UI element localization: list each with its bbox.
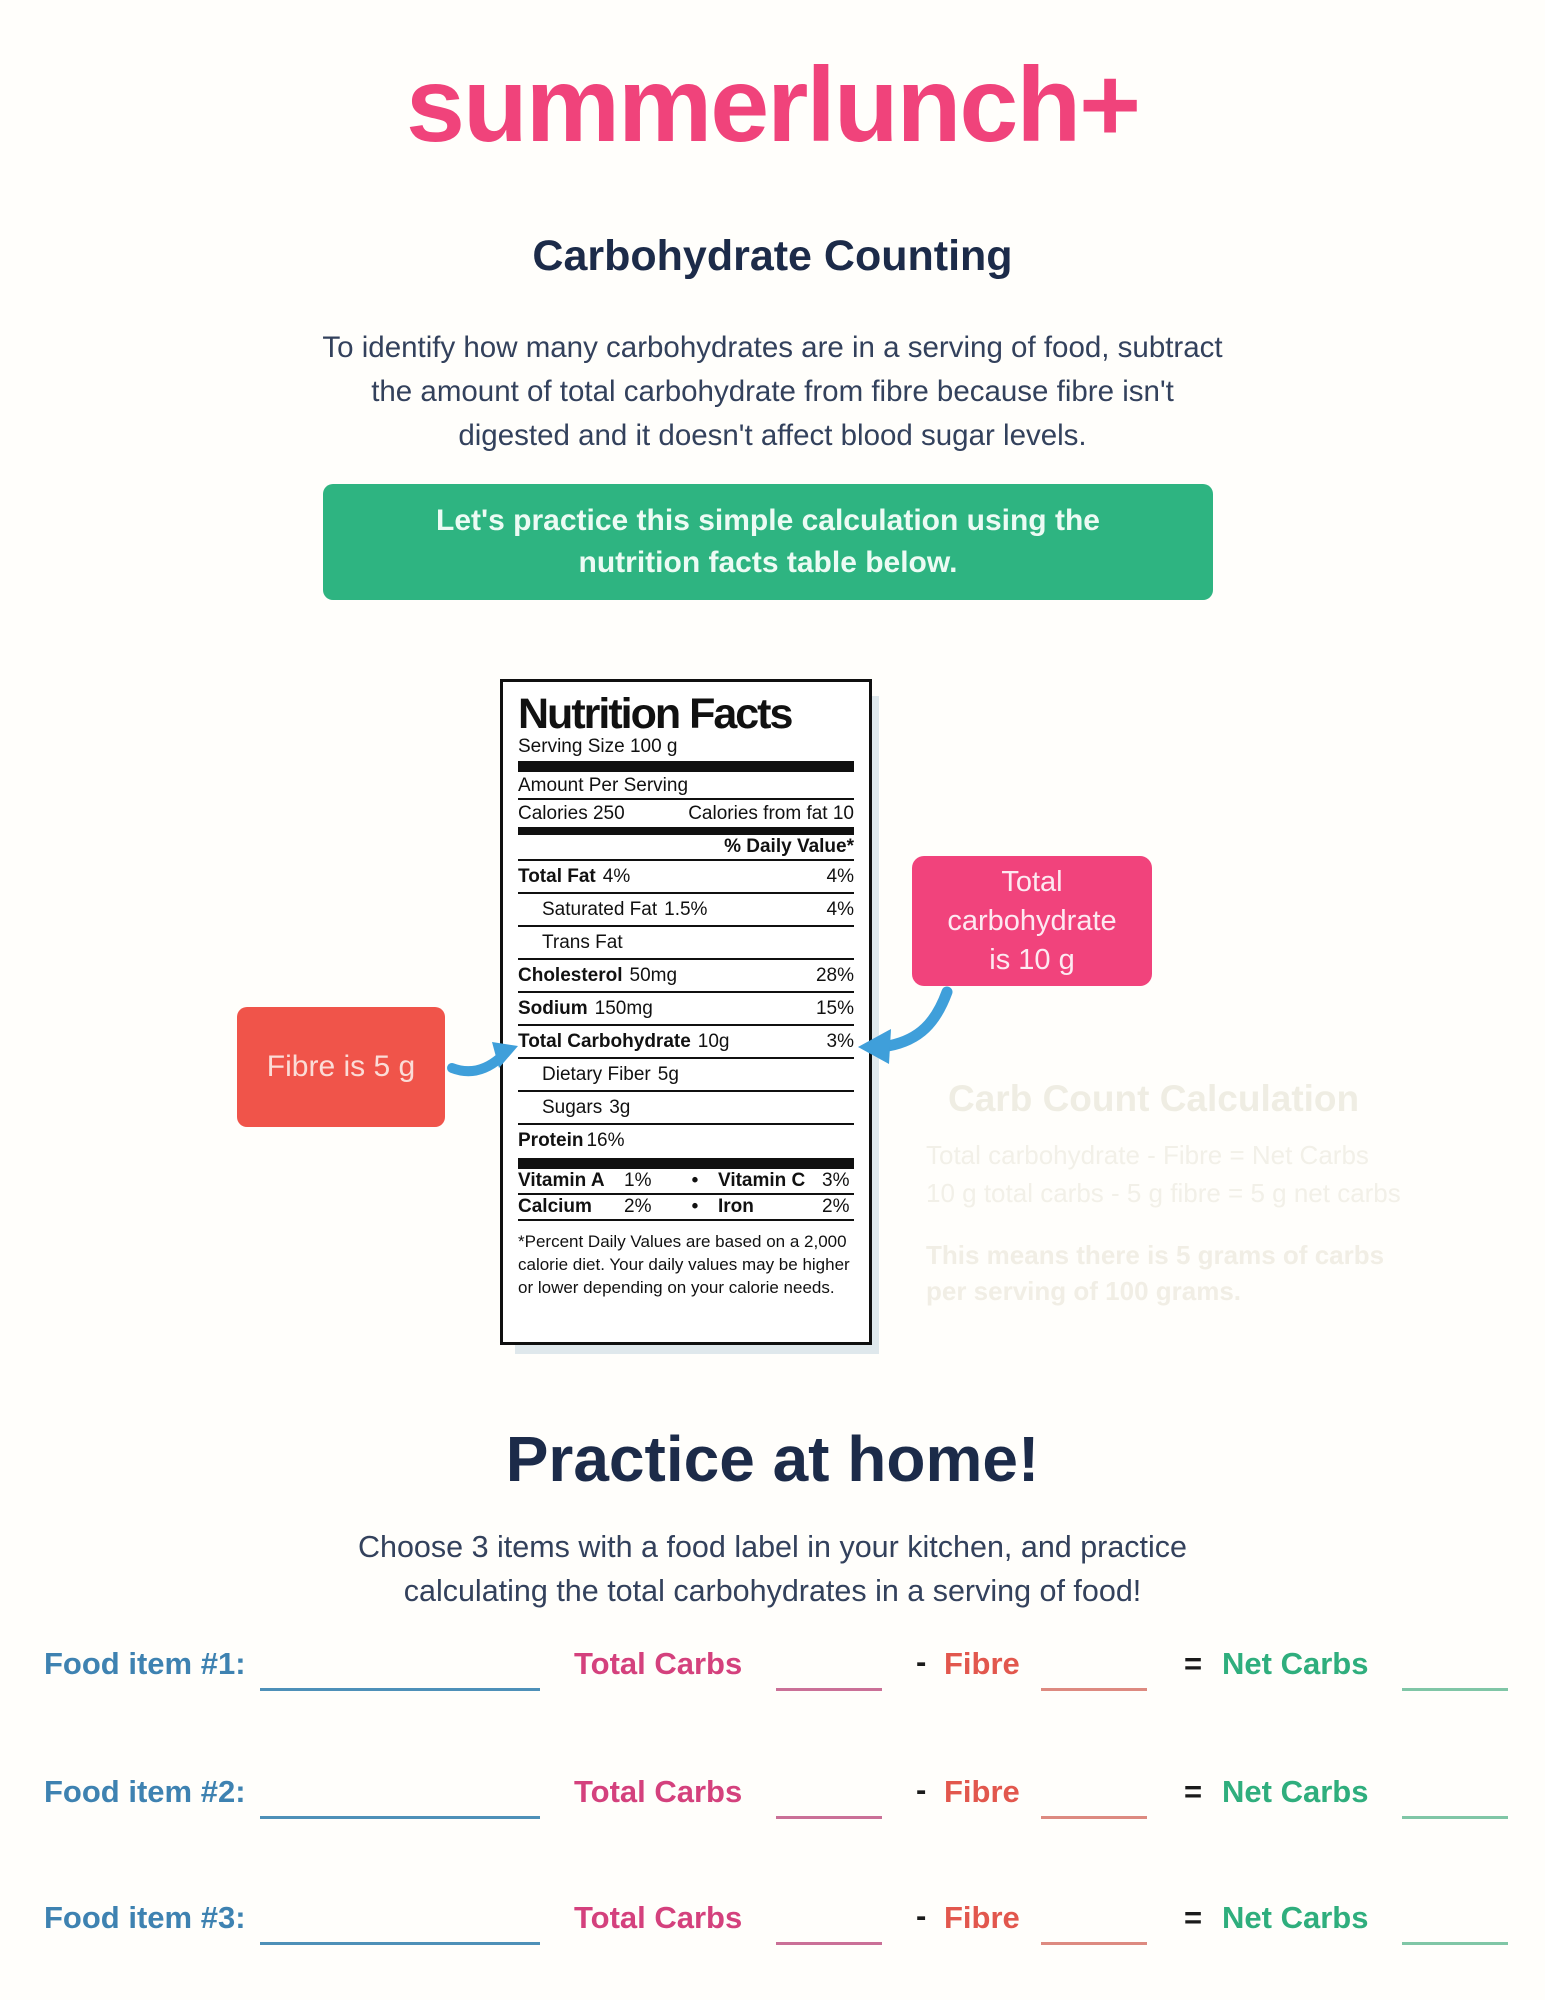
net-carbs-label: Net Carbs bbox=[1222, 1774, 1369, 1809]
page-title: Carbohydrate Counting bbox=[532, 232, 1013, 280]
nutrition-facts-label bbox=[500, 679, 872, 1345]
fibre-label: Fibre bbox=[944, 1774, 1020, 1809]
intro-line-3: digested and it doesn't affect blood sugar levels. bbox=[458, 419, 1087, 452]
net-carbs-write-line[interactable] bbox=[1402, 1688, 1508, 1691]
food-item-label: Food item #3: bbox=[44, 1900, 246, 1935]
nutrient-name: Protein bbox=[518, 1130, 584, 1151]
practice-callout-banner bbox=[323, 484, 1213, 600]
vitamin-value: 3% bbox=[822, 1170, 850, 1191]
arrow-to-total-carbohydrate-icon bbox=[888, 992, 947, 1046]
food-item-write-line[interactable] bbox=[260, 1942, 540, 1945]
banner-line-1: Let's practice this simple calculation using the bbox=[436, 504, 1100, 537]
nutrient-amount: 150mg bbox=[594, 998, 653, 1019]
fibre-callout bbox=[237, 1007, 445, 1127]
vitamin-value: 2% bbox=[822, 1196, 850, 1217]
nutrient-amount: 50mg bbox=[629, 965, 678, 986]
minus-sign: - bbox=[916, 1772, 927, 1807]
nutrient-row-total-carbohydrate bbox=[518, 1026, 854, 1059]
divider-thick bbox=[518, 827, 854, 835]
total-carbs-write-line[interactable] bbox=[776, 1688, 882, 1691]
divider-thick bbox=[518, 1158, 854, 1169]
practice-intro-line-2: calculating the total carbohydrates in a serving of food! bbox=[403, 1574, 1142, 1608]
nutrient-name: Cholesterol bbox=[518, 965, 623, 986]
ghost-carb-count-title: Carb Count Calculation bbox=[948, 1078, 1360, 1119]
practice-intro bbox=[0, 1525, 1545, 1613]
nutrient-name: Dietary Fiber bbox=[542, 1064, 651, 1085]
label-title: Nutrition Facts bbox=[518, 690, 792, 738]
equals-sign: = bbox=[1184, 1900, 1203, 1935]
banner-line-2: nutrition facts table below. bbox=[578, 546, 958, 579]
calories-value: Calories 250 bbox=[518, 803, 625, 824]
fibre-label: Fibre bbox=[944, 1900, 1020, 1935]
nutrient-dv: 15% bbox=[815, 998, 854, 1019]
food-item-label: Food item #2: bbox=[44, 1774, 246, 1809]
intro-paragraph bbox=[0, 326, 1545, 458]
food-item-write-line[interactable] bbox=[260, 1816, 540, 1819]
nutrient-amount: 10g bbox=[697, 1031, 730, 1052]
fibre-callout-text: Fibre is 5 g bbox=[266, 1050, 416, 1083]
nutrient-amount: 5g bbox=[657, 1064, 679, 1085]
food-item-row-3 bbox=[0, 1900, 1545, 1980]
daily-value-header: % Daily Value* bbox=[518, 835, 854, 861]
practice-intro-line-1: Choose 3 items with a food label in your kitchen, and practice bbox=[357, 1530, 1188, 1564]
nutrient-row-sodium bbox=[518, 993, 854, 1026]
ghost-calculation-line: 10 g total carbs - 5 g fibre = 5 g net carbs bbox=[926, 1178, 1401, 1208]
nutrient-name: Total Fat bbox=[518, 866, 596, 887]
divider-thick bbox=[518, 761, 854, 772]
label-footnote: *Percent Daily Values are based on a 2,000 calorie diet. Your daily values may be higher or lower depending on your calorie needs. bbox=[518, 1232, 850, 1297]
vitamin-row-2 bbox=[518, 1195, 854, 1221]
nutrient-amount: 4% bbox=[602, 866, 631, 887]
total-carbs-write-line[interactable] bbox=[776, 1816, 882, 1819]
total-carbs-label: Total Carbs bbox=[574, 1774, 743, 1809]
nutrient-row-saturated-fat bbox=[518, 894, 854, 927]
vitamin-value: 2% bbox=[624, 1196, 652, 1217]
nutrient-row-total-fat bbox=[518, 861, 854, 894]
minus-sign: - bbox=[916, 1644, 927, 1679]
total-carbs-label: Total Carbs bbox=[574, 1646, 743, 1681]
arrow-to-dietary-fiber-icon bbox=[452, 1058, 500, 1071]
nutrient-name: Trans Fat bbox=[542, 932, 623, 953]
minus-sign: - bbox=[916, 1898, 927, 1933]
vitamin-name: Vitamin A bbox=[518, 1170, 605, 1191]
summerlunch-logo: summerlunch+ bbox=[406, 46, 1139, 164]
intro-line-1: To identify how many carbohydrates are in a serving of food, subtract bbox=[322, 331, 1223, 364]
nutrient-name: Saturated Fat bbox=[542, 899, 658, 920]
nutrient-dv: 3% bbox=[826, 1031, 854, 1052]
nutrient-row-sugars bbox=[518, 1092, 854, 1125]
net-carbs-write-line[interactable] bbox=[1402, 1942, 1508, 1945]
vitamin-value: 1% bbox=[624, 1170, 652, 1191]
fibre-write-line[interactable] bbox=[1041, 1688, 1147, 1691]
total-carbs-write-line[interactable] bbox=[776, 1942, 882, 1945]
food-item-write-line[interactable] bbox=[260, 1688, 540, 1691]
nutrient-row-protein bbox=[518, 1125, 854, 1156]
practice-title: Practice at home! bbox=[505, 1423, 1040, 1495]
equals-sign: = bbox=[1184, 1646, 1203, 1681]
nutrient-name: Sugars bbox=[542, 1097, 603, 1118]
nutrient-dv: 4% bbox=[826, 899, 854, 920]
net-carbs-label: Net Carbs bbox=[1222, 1900, 1369, 1935]
nutrient-row-cholesterol bbox=[518, 960, 854, 993]
vitamin-name: Iron bbox=[718, 1196, 754, 1217]
ghost-result-line-2: per serving of 100 grams. bbox=[926, 1276, 1242, 1306]
net-carbs-label: Net Carbs bbox=[1222, 1646, 1369, 1681]
total-carb-callout bbox=[912, 856, 1152, 986]
net-carbs-write-line[interactable] bbox=[1402, 1816, 1508, 1819]
callout-line-3: is 10 g bbox=[989, 943, 1075, 976]
intro-line-2: the amount of total carbohydrate from fibre because fibre isn't bbox=[371, 375, 1174, 408]
nutrient-amount: 3g bbox=[609, 1097, 631, 1118]
callout-line-2: carbohydrate bbox=[947, 904, 1117, 937]
fibre-write-line[interactable] bbox=[1041, 1816, 1147, 1819]
vitamin-name: Calcium bbox=[518, 1196, 592, 1217]
ghost-result-line-1: This means there is 5 grams of carbs bbox=[926, 1240, 1385, 1270]
equals-sign: = bbox=[1184, 1774, 1203, 1809]
total-carbs-label: Total Carbs bbox=[574, 1900, 743, 1935]
fibre-label: Fibre bbox=[944, 1646, 1020, 1681]
fibre-write-line[interactable] bbox=[1041, 1942, 1147, 1945]
food-item-label: Food item #1: bbox=[44, 1646, 246, 1681]
nutrient-amount: 1.5% bbox=[664, 899, 708, 920]
amount-per-serving: Amount Per Serving bbox=[518, 772, 854, 800]
callout-line-1: Total bbox=[1001, 865, 1063, 898]
nutrient-row-dietary-fiber bbox=[518, 1059, 854, 1092]
nutrient-row-trans-fat bbox=[518, 927, 854, 960]
ghost-formula-line: Total carbohydrate - Fibre = Net Carbs bbox=[926, 1140, 1369, 1170]
nutrient-dv: 28% bbox=[815, 965, 854, 986]
nutrient-name: Sodium bbox=[518, 998, 588, 1019]
calories-from-fat: Calories from fat 10 bbox=[688, 803, 854, 824]
nutrient-dv: 4% bbox=[826, 866, 854, 887]
food-item-row-2 bbox=[0, 1774, 1545, 1854]
vitamin-name: Vitamin C bbox=[718, 1170, 806, 1191]
bullet-separator: • bbox=[691, 1170, 699, 1191]
nutrient-amount: 16% bbox=[586, 1130, 625, 1151]
food-item-row-1 bbox=[0, 1646, 1545, 1726]
vitamin-row-1 bbox=[518, 1169, 854, 1195]
calories-row bbox=[518, 800, 854, 827]
nutrient-name: Total Carbohydrate bbox=[518, 1031, 691, 1052]
bullet-separator: • bbox=[691, 1196, 699, 1217]
serving-size: Serving Size 100 g bbox=[518, 736, 678, 757]
